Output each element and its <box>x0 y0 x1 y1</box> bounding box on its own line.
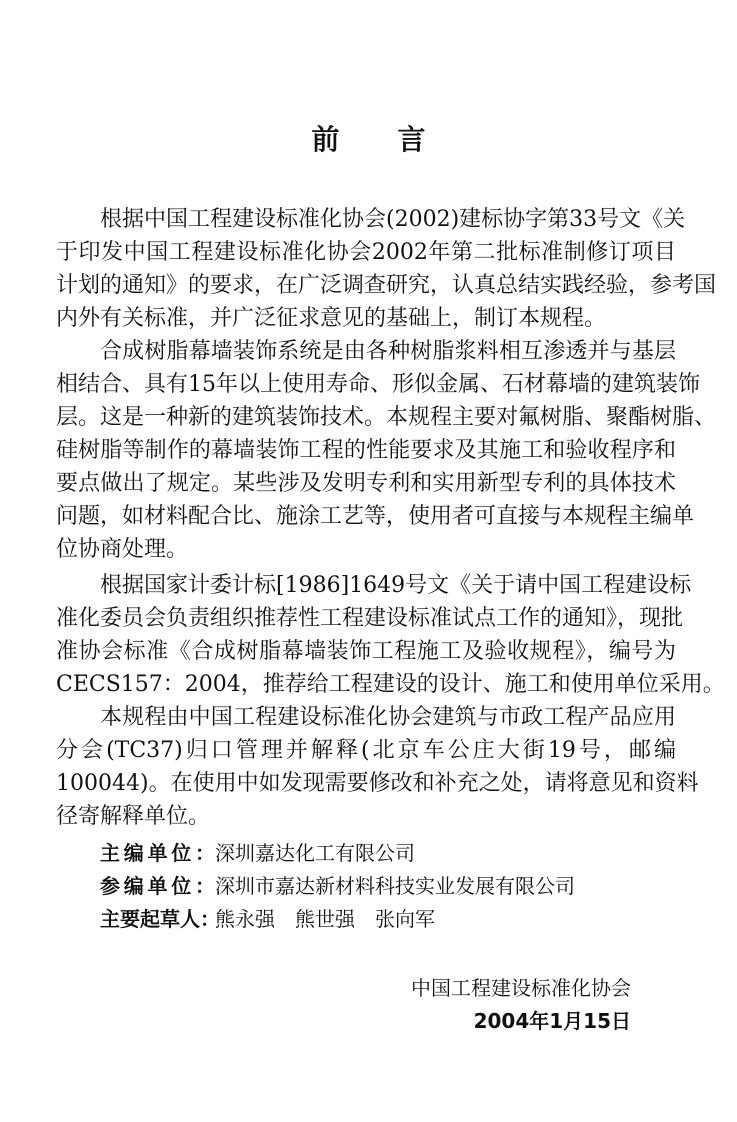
paragraph-line: 径寄解释单位。 <box>56 804 211 829</box>
paragraph-line: 内外有关标准，并广泛征求意见的基础上，制订本规程。 <box>56 306 607 331</box>
credit-value: 深圳嘉达化工有限公司 <box>215 841 415 865</box>
paragraph-line: 要点做出了规定。某些涉及发明专利和实用新型专利的具体技术 <box>56 471 676 496</box>
paragraph-line: 计划的通知》的要求，在广泛调查研究，认真总结实践经验，参考国 <box>56 273 717 298</box>
paragraph-line: 100044)。在使用中如发现需要修改和补充之处，请将意见和资料 <box>56 771 699 796</box>
paragraph-line: 位协商处理。 <box>56 537 189 562</box>
paragraph-line: 硅树脂等制作的幕墙装饰工程的性能要求及其施工和验收程序和 <box>56 438 676 463</box>
paragraph-line: 相结合、具有15年以上使用寿命、形似金属、石材幕墙的建筑装饰 <box>56 372 700 397</box>
credit-label: 主编单位： <box>100 841 215 865</box>
page-title: 前言 <box>311 123 484 156</box>
issuing-organization: 中国工程建设标准化协会 <box>411 976 631 1000</box>
paragraph-line: 问题，如材料配合比、施涂工艺等，使用者可直接与本规程主编单 <box>56 504 695 529</box>
issue-date: 2004年1月15日 <box>473 1009 631 1033</box>
paragraph-line: 层。这是一种新的建筑装饰技术。本规程主要对氟树脂、聚酯树脂、 <box>56 405 717 430</box>
paragraph-line: CECS157：2004，推荐给工程建设的设计、施工和使用单位采用。 <box>56 672 725 697</box>
paragraph-line: 根据国家计委计标[1986]1649号文《关于请中国工程建设标 <box>100 573 692 598</box>
paragraph-line: 于印发中国工程建设标准化协会2002年第二批标准制修订项目 <box>56 240 676 265</box>
paragraph-line: 准协会标准《合成树脂幕墙装饰工程施工及验收规程》，编号为 <box>56 639 676 664</box>
credit-value: 深圳市嘉达新材料科技实业发展有限公司 <box>215 874 575 898</box>
credit-row <box>100 871 575 901</box>
paragraph-line: 根据中国工程建设标准化协会(2002)建标协字第33号文《关 <box>100 207 686 232</box>
paragraph-line: 分会(TC37)归口管理并解释(北京车公庄大街19号，邮编 <box>56 738 676 763</box>
paragraph-line: 本规程由中国工程建设标准化协会建筑与市政工程产品应用 <box>100 705 676 730</box>
credit-row <box>100 904 435 934</box>
paragraph-line: 准化委员会负责组织推荐性工程建设标准试点工作的通知》，现批 <box>56 606 684 631</box>
credit-label: 参编单位： <box>100 874 215 898</box>
credit-label: 主要起草人： <box>100 907 220 931</box>
credit-row <box>100 838 415 868</box>
paragraph-line: 合成树脂幕墙装饰系统是由各种树脂浆料相互渗透并与基层 <box>100 339 676 364</box>
credit-value: 熊永强 熊世强 张向军 <box>215 907 435 931</box>
